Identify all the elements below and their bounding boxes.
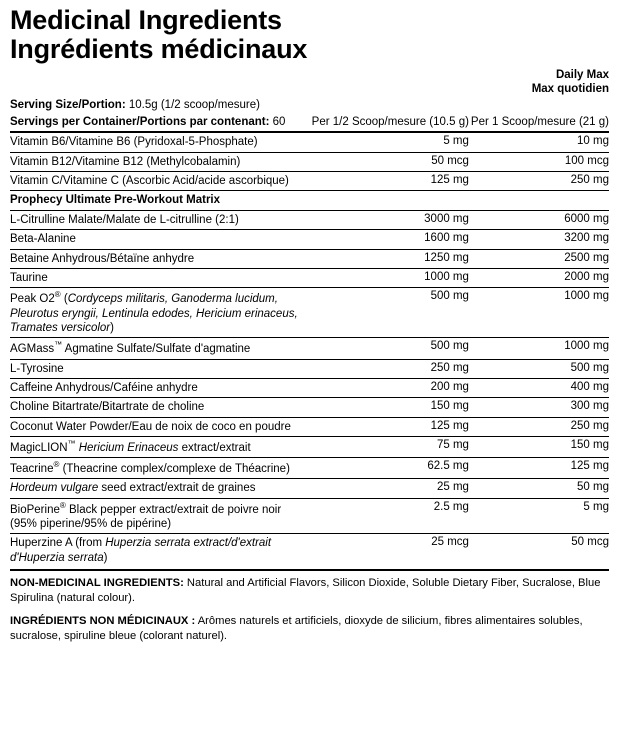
non-medicinal-text-en: Natural and Artificial Flavors, Silicon Dioxide, Soluble Dietary Fiber, Sucralose, Blue Spirulina (natural colour).	[10, 577, 601, 604]
amount-full-scoop: 2000 mg	[564, 270, 609, 283]
table-row	[10, 250, 609, 269]
amount-full-scoop: 250 mg	[570, 419, 609, 432]
ingredient-name: BioPerine® Black pepper extract/extrait de poivre noir (95% piperine/95% de pipérine)	[10, 500, 282, 530]
amount-full-scoop: 125 mg	[570, 460, 609, 473]
amount-full-scoop: 300 mg	[570, 400, 609, 413]
amount-half-scoop: 62.5 mg	[427, 460, 469, 473]
ingredient-name: Vitamin C/Vitamine C (Ascorbic Acid/acide ascorbique)	[10, 175, 289, 188]
amount-half-scoop: 1000 mg	[424, 270, 469, 283]
table-row	[10, 172, 609, 191]
amount-full-scoop: 6000 mg	[564, 212, 609, 225]
ingredient-name: Taurine	[10, 271, 48, 284]
servings-label: Servings per Container/Portions par contenant:	[10, 116, 270, 129]
ingredient-name: Hordeum vulgare seed extract/extrait de graines	[10, 482, 256, 495]
table-row	[10, 398, 609, 417]
amount-half-scoop: 25 mcg	[431, 536, 469, 549]
table-row	[10, 153, 609, 172]
amount-half-scoop: 500 mg	[430, 290, 469, 303]
table-row	[10, 338, 609, 359]
amount-half-scoop: 50 mcg	[431, 154, 469, 167]
amount-full-scoop: 50 mg	[577, 481, 609, 494]
amount-half-scoop: 250 mg	[430, 361, 469, 374]
daily-max-en: Daily Max	[555, 69, 609, 82]
ingredient-name: Prophecy Ultimate Pre-Workout Matrix	[10, 194, 221, 207]
ingredient-name: Vitamin B12/Vitamine B12 (Methylcobalamin)	[10, 155, 241, 168]
serving-size-label: Serving Size/Portion:	[10, 99, 126, 112]
ingredient-rows	[10, 133, 609, 567]
amount-half-scoop: 2.5 mg	[433, 500, 469, 513]
amount-half-scoop: 3000 mg	[424, 212, 469, 225]
table-row	[10, 360, 609, 379]
non-medicinal-en	[10, 576, 609, 605]
amount-full-scoop: 1000 mg	[564, 290, 609, 303]
amount-full-scoop: 250 mg	[570, 174, 609, 187]
amount-half-scoop: 1600 mg	[424, 232, 469, 245]
non-medicinal-text-fr: Arômes naturels et artificiels, dioxyde de silicium, fibres alimentaires solubles, sucralose, spiruline bleue (colorant naturel).	[10, 615, 583, 642]
servings-per-container-row	[10, 114, 609, 132]
table-row	[10, 499, 609, 534]
amount-half-scoop: 25 mg	[436, 481, 469, 494]
amount-full-scoop: 10 mg	[577, 135, 609, 148]
col-a-spacer	[312, 97, 471, 114]
servings-cell	[10, 114, 312, 132]
table-row	[10, 479, 609, 498]
ingredient-name: Caffeine Anhydrous/Caféine anhydre	[10, 381, 198, 394]
ingredient-name: Huperzine A (from Huperzia serrata extract/d'extrait d'Huperzia serrata)	[10, 537, 272, 564]
amount-full-scoop: 3200 mg	[564, 232, 609, 245]
non-medicinal-fr	[10, 614, 609, 643]
ingredient-name: Choline Bitartrate/Bitartrate de choline	[10, 401, 205, 414]
ingredient-name: AGMass™ Agmatine Sulfate/Sulfate d'agmatine	[10, 340, 251, 356]
amount-full-scoop: 100 mcg	[564, 154, 609, 167]
table-row	[10, 534, 609, 567]
ingredient-name: Beta-Alanine	[10, 233, 76, 246]
col-b-header: Per 1 Scoop/mesure (21 g)	[470, 116, 609, 129]
ingredient-name: Peak O2® (Cordyceps militaris, Ganoderma lucidum, Pleurotus eryngii, Lentinula edodes, Hericium erinaceus, Tramates versicolor)	[10, 290, 298, 334]
non-medicinal-label-en: NON-MEDICINAL INGREDIENTS:	[10, 577, 184, 590]
amount-full-scoop: 400 mg	[570, 380, 609, 393]
table-row	[10, 133, 609, 152]
table-row	[10, 458, 609, 479]
table-section-header	[10, 191, 609, 210]
amount-half-scoop: 1250 mg	[424, 251, 469, 264]
table-row	[10, 379, 609, 398]
ingredients-table	[10, 97, 609, 567]
table-row	[10, 288, 609, 337]
table-row	[10, 418, 609, 437]
amount-full-scoop: 2500 mg	[564, 251, 609, 264]
amount-full-scoop	[471, 191, 609, 210]
ingredient-name: Teacrine® (Theacrine complex/complexe de Théacrine)	[10, 460, 290, 476]
amount-half-scoop: 125 mg	[430, 174, 469, 187]
ingredient-name: L-Citrulline Malate/Malate de L-citrulline (2:1)	[10, 213, 239, 226]
non-medicinal-label-fr: INGRÉDIENTS NON MÉDICINAUX :	[10, 615, 196, 628]
amount-half-scoop: 150 mg	[430, 400, 469, 413]
serving-size-value: 10.5g (1/2 scoop/mesure)	[128, 99, 260, 112]
table-row	[10, 437, 609, 458]
amount-half-scoop: 200 mg	[430, 380, 469, 393]
ingredient-name: MagicLION™ Hericium Erinaceus extract/extrait	[10, 439, 251, 454]
amount-full-scoop: 50 mcg	[571, 536, 609, 549]
table-row	[10, 269, 609, 288]
amount-half-scoop: 5 mg	[443, 135, 469, 148]
amount-full-scoop: 150 mg	[570, 439, 609, 451]
daily-max-fr: Max quotidien	[531, 83, 609, 96]
amount-half-scoop: 500 mg	[430, 340, 469, 353]
servings-value: 60	[272, 116, 286, 129]
page-title-en: Medicinal Ingredients	[10, 5, 282, 35]
serving-size-row	[10, 97, 609, 114]
serving-size-cell	[10, 97, 312, 114]
ingredient-name: Coconut Water Powder/Eau de noix de coco en poudre	[10, 420, 291, 433]
col-b-spacer	[471, 97, 609, 114]
table-row	[10, 230, 609, 249]
table-row	[10, 211, 609, 230]
footer-notes	[10, 576, 609, 643]
page-title-fr: Ingrédients médicinaux	[10, 34, 308, 65]
ingredient-name: Betaine Anhydrous/Bétaïne anhydre	[10, 252, 195, 265]
amount-half-scoop	[312, 191, 471, 210]
amount-full-scoop: 500 mg	[570, 361, 609, 374]
amount-full-scoop: 5 mg	[583, 500, 609, 513]
amount-half-scoop: 75 mg	[436, 439, 469, 451]
amount-half-scoop: 125 mg	[430, 419, 469, 432]
ingredient-name: Vitamin B6/Vitamine B6 (Pyridoxal-5-Phosphate)	[10, 136, 258, 149]
col-a-header: Per 1/2 Scoop/mesure (10.5 g)	[311, 116, 469, 129]
daily-max-heading	[10, 68, 609, 96]
amount-full-scoop: 1000 mg	[564, 340, 609, 353]
footer-divider	[10, 569, 609, 571]
ingredient-name: L-Tyrosine	[10, 362, 64, 375]
